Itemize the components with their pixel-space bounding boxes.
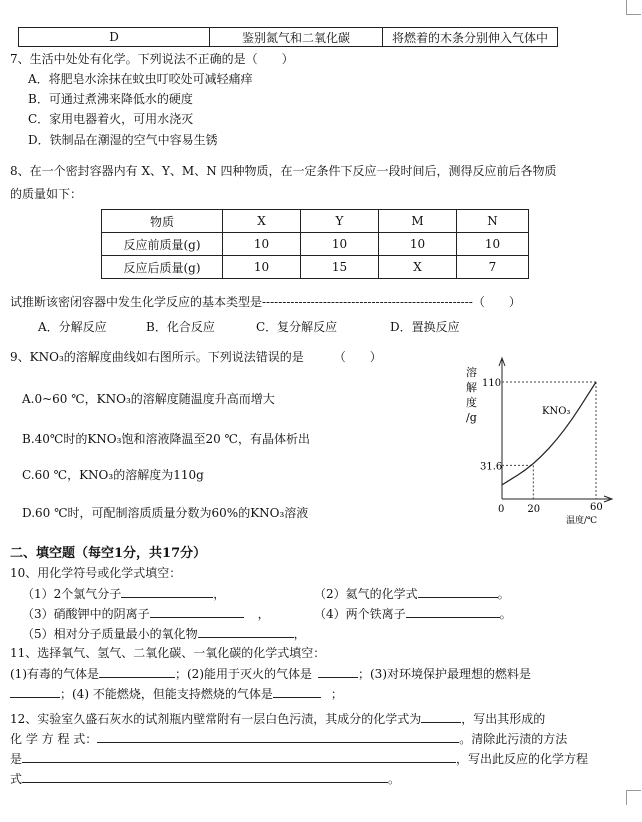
table-cell: 10 — [457, 233, 529, 256]
table-cell: 反应后质量(g) — [102, 256, 223, 279]
x-tick-label: 60 — [590, 502, 603, 513]
table-header: N — [457, 210, 529, 233]
q12-part-1: 12、实验室久盛石灰水的试剂瓶内壁常附有一层白色污渍，其成分的化学式为 — [10, 712, 422, 726]
q9-option-c: C.60 ℃，KNO₃的溶解度为110g — [22, 468, 204, 482]
punctuation: ， — [213, 587, 226, 601]
table-cell: 反应前质量(g) — [102, 233, 223, 256]
q12-part-8: 。 — [388, 772, 401, 786]
answer-blank[interactable] — [99, 665, 175, 678]
answer-blank[interactable] — [22, 750, 456, 763]
table-cell: 10 — [223, 233, 301, 256]
table-row — [102, 256, 529, 279]
q9-option-b: B.40℃时的KNO₃饱和溶液降温至20 ℃，有晶体析出 — [22, 432, 310, 446]
q7-option-c: C．家用电器着火，可用水浇灭 — [28, 112, 194, 126]
q9-option-a: A.0~60 ℃，KNO₃的溶解度随温度升高而增大 — [22, 392, 275, 406]
solubility-curve-graph — [458, 352, 618, 532]
q11-part-1: (1)有毒的气体是 — [10, 667, 99, 681]
punctuation: 。 — [497, 587, 510, 601]
q12-part-3: 化 学 方 程 式： — [10, 732, 98, 746]
q12-line1 — [10, 710, 545, 727]
previous-question-table-row — [18, 27, 558, 47]
table-cell: X — [379, 256, 457, 279]
series-label: KNO₃ — [542, 405, 571, 417]
punctuation: ， — [293, 627, 306, 641]
q11-part-5: ； — [330, 687, 343, 701]
answer-blank[interactable] — [406, 605, 500, 618]
q10-stem: 10、用化学符号或化学式填空： — [10, 566, 182, 580]
answer-blank[interactable] — [121, 585, 213, 598]
x-axis-label: 温度/℃ — [566, 516, 598, 526]
q12-part-6: ，写出此反应的化学方程 — [456, 752, 589, 766]
corner-mark-top-right — [626, 0, 641, 15]
table-cell: D — [19, 28, 210, 47]
y-tick-label: 110 — [482, 378, 502, 389]
answer-blank[interactable] — [150, 605, 244, 618]
q10-item-2 — [314, 585, 510, 602]
q9-stem: 9、KNO₃的溶解度曲线如右图所示。下列说法错误的是 （ ） — [10, 350, 382, 364]
answer-blank[interactable] — [318, 665, 358, 678]
q11-part-4: ；(4) 不能燃烧，但能支持燃烧的气体是 — [60, 687, 273, 701]
answer-blank[interactable] — [273, 685, 321, 698]
q10-item-4-text: （4）两个铁离子 — [314, 607, 406, 621]
y-axis-label: /g — [466, 411, 477, 424]
table-cell: 将燃着的木条分别伸入气体中 — [383, 28, 558, 47]
table-header: Y — [301, 210, 379, 233]
q9-option-d: D.60 ℃时，可配制溶质质量分数为60%的KNO₃溶液 — [22, 506, 309, 520]
q8-option-a: A．分解反应 — [38, 320, 107, 334]
q7-option-d: D．铁制品在潮湿的空气中容易生锈 — [28, 133, 218, 147]
q11-line2 — [10, 685, 343, 702]
q8-question: 试推断该密闭容器中发生化学反应的基本类型是----------------------------------------------------（ ） — [10, 295, 521, 309]
y-tick-label: 31.6 — [480, 461, 503, 473]
table-cell: 鉴别氮气和二氧化碳 — [210, 28, 383, 47]
punctuation: 。 — [499, 607, 512, 621]
table-cell: 7 — [457, 256, 529, 279]
q12-line4 — [10, 770, 400, 787]
q10-item-5 — [22, 625, 306, 642]
q11-stem: 11、选择氧气、氢气、二氧化碳、一氧化碳的化学式填空： — [10, 646, 326, 660]
answer-blank[interactable] — [418, 585, 498, 598]
q12-part-4: 。清除此污渍的方法 — [459, 732, 568, 746]
kno3-solubility-curve — [502, 382, 596, 485]
q8-stem-line2: 的质量如下： — [10, 187, 83, 201]
answer-blank[interactable] — [22, 770, 388, 783]
q11-part-2: ；(2)能用于灭火的气体是 — [175, 667, 312, 681]
table-cell: 10 — [223, 256, 301, 279]
q8-option-c: C．复分解反应 — [256, 320, 338, 334]
x-tick-label: 20 — [527, 504, 541, 515]
table-cell: 10 — [301, 233, 379, 256]
q7-stem: 7、生活中处处有化学。下列说法不正确的是（ ） — [10, 52, 294, 66]
answer-blank[interactable] — [10, 685, 60, 698]
q10-item-2-text: （2）氦气的化学式 — [314, 587, 418, 601]
table-row — [102, 233, 529, 256]
q10-item-1 — [22, 585, 225, 602]
y-axis-label: 溶 — [466, 366, 477, 379]
q10-item-4 — [314, 605, 512, 622]
q8-option-d: D．置换反应 — [390, 320, 460, 334]
section-title: 二、填空题（每空1分，共17分） — [10, 546, 207, 561]
q12-part-5: 是 — [10, 752, 23, 766]
q10-item-5-text: （5）相对分子质量最小的氧化物 — [22, 627, 198, 641]
punctuation: ， — [257, 607, 270, 621]
table-cell: 10 — [379, 233, 457, 256]
q12-line3 — [10, 750, 588, 767]
q7-option-b: B．可通过煮沸来降低水的硬度 — [28, 92, 193, 106]
table-header: 物质 — [102, 210, 223, 233]
q10-item-3-text: （3）硝酸钾中的阴离子 — [22, 607, 150, 621]
corner-mark-bottom-right — [626, 790, 641, 805]
answer-blank[interactable] — [198, 625, 294, 638]
q12-line2 — [10, 730, 567, 747]
y-axis-label: 度 — [466, 396, 477, 409]
q12-part-2: ，写出其形成的 — [461, 712, 546, 726]
y-axis-label: 解 — [466, 381, 477, 394]
q8-option-b: B．化合反应 — [146, 320, 215, 334]
table-header: M — [379, 210, 457, 233]
q11-part-3: ；(3)对环境保护最理想的燃料是 — [358, 667, 531, 681]
q8-stem-line1: 8、在一个密封容器内有 X、Y、M、N 四种物质，在一定条件下反应一段时间后，测得反应前后各物质 — [10, 164, 557, 178]
q11-line1 — [10, 665, 531, 682]
answer-blank[interactable] — [421, 710, 461, 723]
table-cell: 15 — [301, 256, 379, 279]
q12-part-7: 式 — [10, 772, 23, 786]
q8-mass-table — [101, 209, 529, 279]
x-tick-label: 0 — [498, 504, 505, 515]
q10-item-1-text: （1）2个氯气分子 — [22, 587, 122, 601]
q10-item-3 — [22, 605, 270, 622]
table-header: X — [223, 210, 301, 233]
answer-blank[interactable] — [97, 730, 459, 743]
table-row — [102, 210, 529, 233]
q7-option-a: A．将肥皂水涂抹在蚊虫叮咬处可减轻痛痒 — [28, 72, 253, 86]
